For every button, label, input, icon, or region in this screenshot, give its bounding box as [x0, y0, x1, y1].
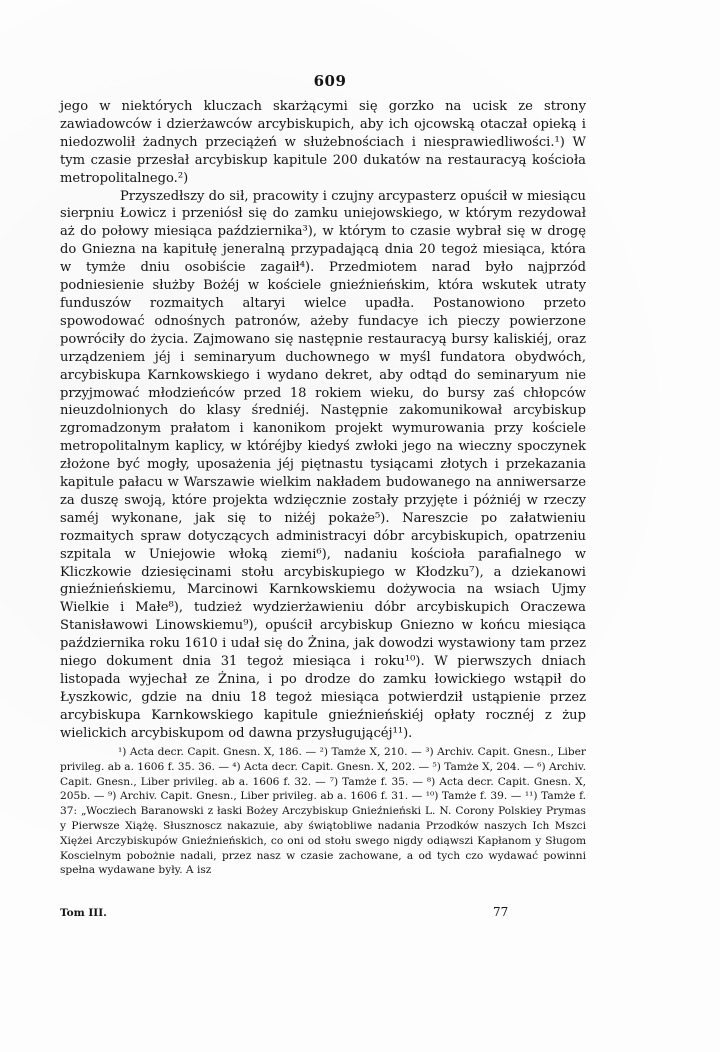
page-footer [60, 907, 586, 923]
footnotes [60, 745, 586, 878]
footnotes-text: ¹) Acta decr. Capit. Gnesn. X, 186. — ²) Tamże X, 210. — ³) Archiv. Capit. Gnesn., Liber privileg. ab a. 1606 f. 35. 36. — ⁴) Acta decr. Capit. Gnesn. X, 202. — ⁵) Tamże X, 204. — ⁶) Archiv. Capit. Gnesn., Liber privileg. ab a. 1606 f. 32. — ⁷) Tamże f. 35. — ⁸) Acta decr. Capit. Gnesn. X, 205b. — ⁹) Archiv. Capit. Gnesn., Liber privileg. ab a. 1606 f. 31. — ¹⁰) Tamże f. 39. — ¹¹) Tamże f. 37: „Wocziech Baranowski z łaski Bożey Arczybiskup Gnieźnieński L. N. Corony Polskiey Prymas y Pierwsze Xiążę. Słusznoscz nakazuie, aby świątobliwe nadania Przodków naszych Ich Mszci Xiężei Arczybiskupów Gnieźnieńskich, co oni od stołu swego nigdy odiąwszi Kapłanom y Sługom Koscielnym pobożnie nadali, przez nasz w czasie zachowane, a od tych czo wydawać powinni spełna wydawane były. A isz [60, 746, 586, 877]
page-number: 609 [313, 72, 347, 90]
paragraph: Przyszedłszy do sił, pracowity i czujny arcypasterz opuścił w miesiącu sierpniu Łowicz i przeniósł się do zamku uniejowskiego, w którym rezydował aż do połowy miesiąca października³), w którym to czasie wybrał się w drogę do Gniezna na kapitułę jeneralną przypadającą dnia 20 tegoż miesiąca, która w tymże dniu osobiście zagaił⁴). Przedmiotem narad było najprzód podniesienie służby Bożéj w kościele gnieźnieńskim, która wskutek utraty funduszów rozmaitych altaryi wielce upadła. Postanowiono przeto spowodować odnośnych patronów, ażeby fundacye ich pieczy powierzone powróciły do życia. Zajmowano się następnie restauracyą bursy kaliskiéj, oraz urządzeniem jéj i seminaryum duchownego w myśl fundatora obydwóch, arcybiskupa Karnkowskiego i wydano dekret, aby odtąd do seminaryum nie przyjmować młodzieńców przed 18 rokiem wieku, do bursy zaś chłopców nieuzdolnionych do klasy średniéj. Następnie zakomunikował arcybiskup zgromadzonym prałatom i kanonikom projekt wymurowania przy kościele metropolitalnym kaplicy, w któréjby kiedyś zwłoki jego na wieczny spoczynek złożone być mogły, uposażenia jéj piętnastu tysiącami złotych i przekazania kapitule pałacu w Warszawie wielkim nakładem budowanego na anniwersarze za duszę swoją, które projekta wdzięcznie zostały przyjęte i póżniéj w rzeczy saméj wykonane, jak się to niżéj pokaże⁵). Nareszcie po załatwieniu rozmaitych spraw dotyczących administracyi dóbr arcybiskupich, opatrzeniu szpitala w Uniejowie włoką ziemi⁶), nadaniu kościoła parafialnego w Kliczkowie dziesięcinami stołu arcybiskupiego w Kłodzku⁷), a dziekanowi gnieźnieńskiemu, Marcinowi Karnkowskiemu dożywocia na wsiach Ujmy Wielkie i Małe⁸), tudzież wydzierżawieniu dóbr arcybiskupich Oraczewa Stanisławowi Linowskiemu⁹), opuścił arcybiskup Gniezno w końcu miesiąca października roku 1610 i udał się do Żnina, jak dowodzi wystawiony tam przez niego dokument dnia 31 tegoż miesiąca i roku¹⁰). W pierwszych dniach listopada wyjechał ze Żnina, i po drodze do zamku łowickiego wstąpił do Łyszkowic, gdzie na dniu 18 tegoż miesiąca potwierdził ustąpienie przez arcybiskupa Karnkowskiego kapitule gnieźnieńskiéj opłaty rocznéj z żup wielickich arcybiskupom od dawna przysługującéj¹¹). [60, 188, 586, 741]
paragraph-continued: jego w niektórych kluczach skarżącymi się gorzko na ucisk ze strony zawiadowców i dzierżawców arcybiskupich, aby ich ojcowską otaczał opieką i niedozwolił żadnych przeciążeń w służebnościach i niesprawiedliwości.¹) W tym czasie przesłał arcybiskup kapitule 200 dukatów na restauracyą kościoła metropolitalnego.²) [60, 99, 586, 186]
volume-label: Tom III. [60, 907, 107, 919]
main-text [60, 98, 586, 743]
sheet-number: 77 [493, 905, 509, 919]
